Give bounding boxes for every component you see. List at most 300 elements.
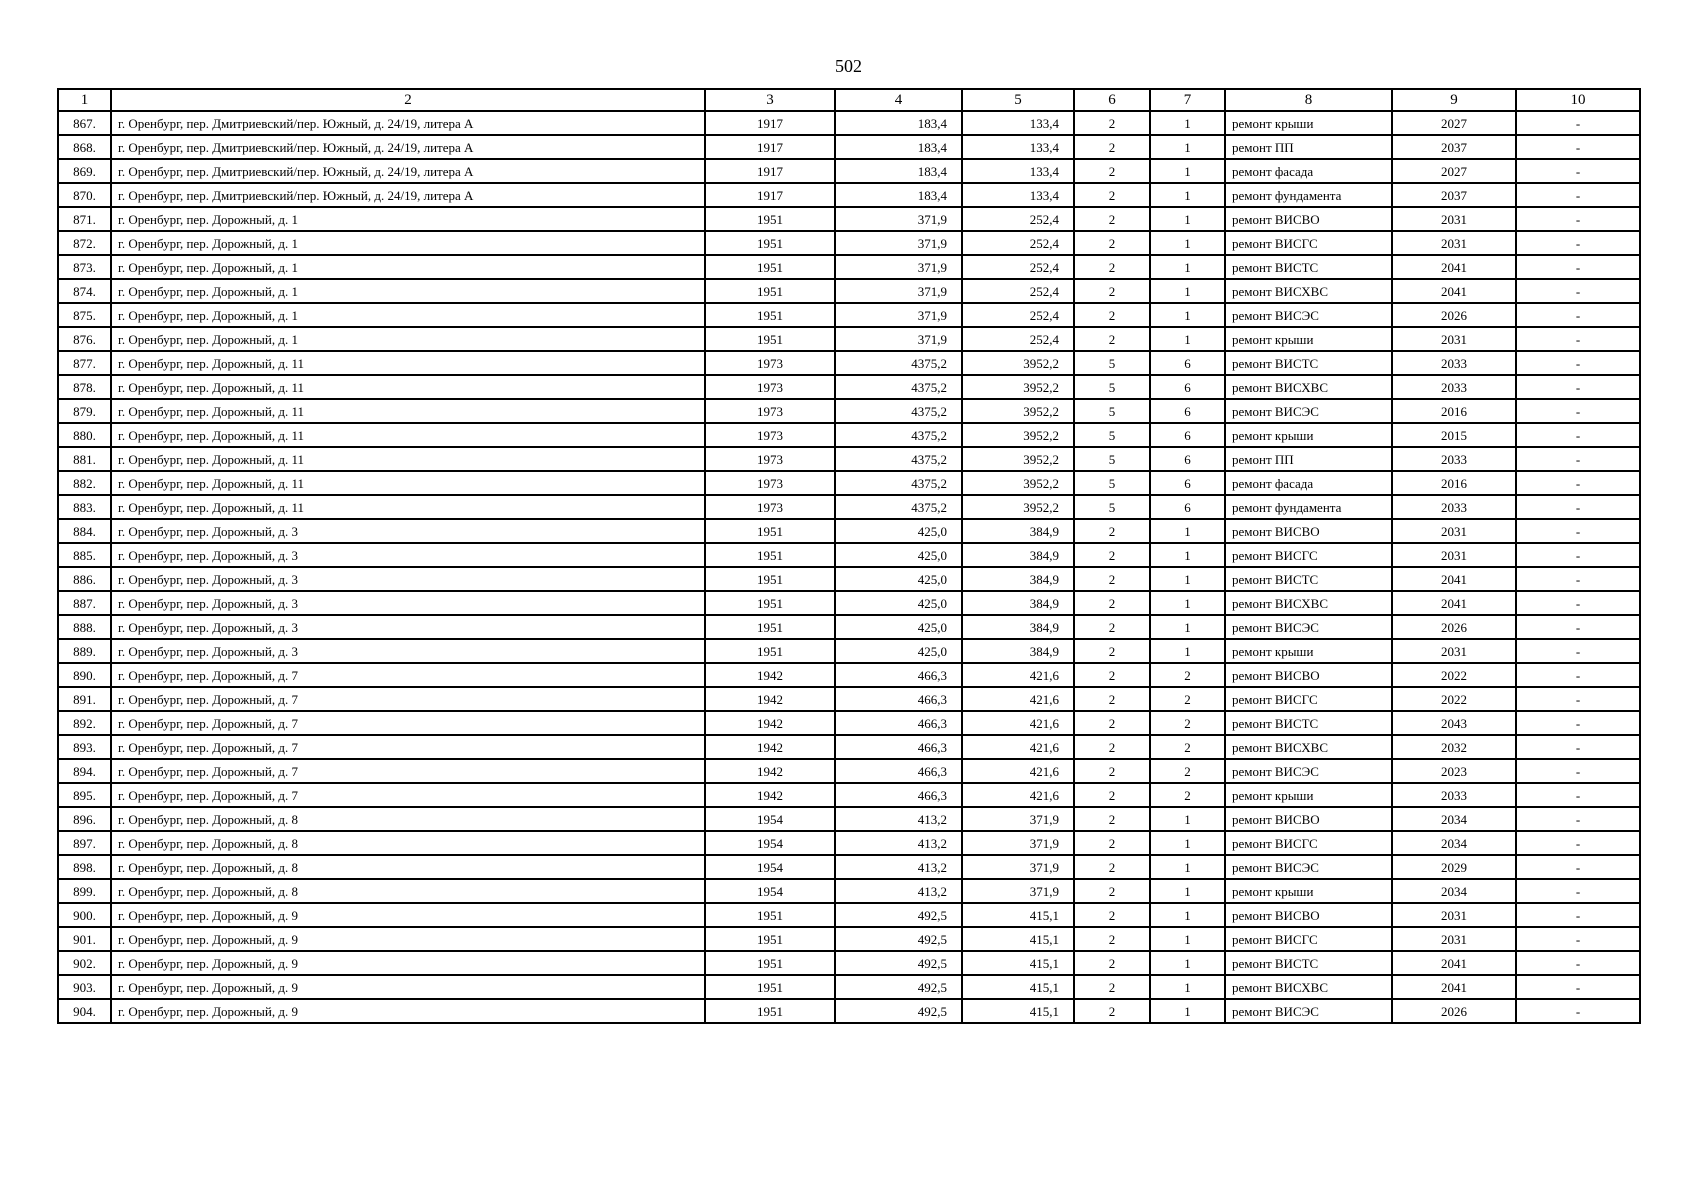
planned-year-cell: 2027: [1392, 159, 1516, 183]
total-area-cell: 413,2: [835, 807, 962, 831]
floors-cell: 2: [1074, 711, 1150, 735]
address-cell: г. Оренбург, пер. Дорожный, д. 9: [111, 951, 705, 975]
floors-cell: 2: [1074, 687, 1150, 711]
floors-cell: 2: [1074, 567, 1150, 591]
address-cell: г. Оренбург, пер. Дорожный, д. 9: [111, 927, 705, 951]
floors-cell: 5: [1074, 495, 1150, 519]
construction-year-cell: 1951: [705, 255, 835, 279]
note-cell: -: [1516, 135, 1640, 159]
work-type-cell: ремонт ПП: [1225, 447, 1392, 471]
living-area-cell: 421,6: [962, 759, 1074, 783]
living-area-cell: 371,9: [962, 855, 1074, 879]
construction-year-cell: 1951: [705, 639, 835, 663]
floors-cell: 2: [1074, 903, 1150, 927]
work-type-cell: ремонт ВИСХВС: [1225, 975, 1392, 999]
planned-year-cell: 2031: [1392, 927, 1516, 951]
address-cell: г. Оренбург, пер. Дорожный, д. 7: [111, 663, 705, 687]
living-area-cell: 252,4: [962, 279, 1074, 303]
floors-cell: 2: [1074, 543, 1150, 567]
planned-year-cell: 2026: [1392, 999, 1516, 1023]
address-cell: г. Оренбург, пер. Дорожный, д. 8: [111, 879, 705, 903]
address-cell: г. Оренбург, пер. Дорожный, д. 7: [111, 687, 705, 711]
work-type-cell: ремонт ВИСГС: [1225, 543, 1392, 567]
table-row: [58, 615, 1640, 639]
address-cell: г. Оренбург, пер. Дорожный, д. 1: [111, 279, 705, 303]
living-area-cell: 421,6: [962, 783, 1074, 807]
row-number-cell: 885.: [58, 543, 111, 567]
work-type-cell: ремонт ВИСВО: [1225, 663, 1392, 687]
total-area-cell: 4375,2: [835, 495, 962, 519]
living-area-cell: 421,6: [962, 711, 1074, 735]
table-row: [58, 159, 1640, 183]
total-area-cell: 466,3: [835, 783, 962, 807]
table-row: [58, 327, 1640, 351]
address-cell: г. Оренбург, пер. Дмитриевский/пер. Южный, д. 24/19, литера А: [111, 159, 705, 183]
total-area-cell: 183,4: [835, 183, 962, 207]
floors-cell: 5: [1074, 447, 1150, 471]
total-area-cell: 4375,2: [835, 423, 962, 447]
address-cell: г. Оренбург, пер. Дорожный, д. 9: [111, 975, 705, 999]
living-area-cell: 252,4: [962, 231, 1074, 255]
note-cell: -: [1516, 591, 1640, 615]
planned-year-cell: 2033: [1392, 783, 1516, 807]
table-row: [58, 423, 1640, 447]
table-row: [58, 447, 1640, 471]
row-number-cell: 884.: [58, 519, 111, 543]
floors-cell: 2: [1074, 783, 1150, 807]
floors-cell: 5: [1074, 471, 1150, 495]
table-row: [58, 951, 1640, 975]
planned-year-cell: 2029: [1392, 855, 1516, 879]
work-type-cell: ремонт ВИСВО: [1225, 903, 1392, 927]
entrances-cell: 1: [1150, 255, 1225, 279]
total-area-cell: 413,2: [835, 879, 962, 903]
note-cell: -: [1516, 375, 1640, 399]
note-cell: -: [1516, 711, 1640, 735]
row-number-cell: 869.: [58, 159, 111, 183]
table-row: [58, 831, 1640, 855]
address-cell: г. Оренбург, пер. Дорожный, д. 3: [111, 639, 705, 663]
table-row: [58, 783, 1640, 807]
total-area-cell: 466,3: [835, 663, 962, 687]
planned-year-cell: 2031: [1392, 639, 1516, 663]
floors-cell: 2: [1074, 831, 1150, 855]
column-header: 6: [1074, 89, 1150, 111]
total-area-cell: 466,3: [835, 735, 962, 759]
work-type-cell: ремонт крыши: [1225, 783, 1392, 807]
living-area-cell: 252,4: [962, 255, 1074, 279]
floors-cell: 2: [1074, 111, 1150, 135]
living-area-cell: 384,9: [962, 567, 1074, 591]
living-area-cell: 421,6: [962, 735, 1074, 759]
note-cell: -: [1516, 855, 1640, 879]
table-row: [58, 735, 1640, 759]
total-area-cell: 371,9: [835, 279, 962, 303]
row-number-cell: 870.: [58, 183, 111, 207]
work-type-cell: ремонт ВИСЭС: [1225, 855, 1392, 879]
living-area-cell: 384,9: [962, 543, 1074, 567]
note-cell: -: [1516, 327, 1640, 351]
living-area-cell: 421,6: [962, 687, 1074, 711]
planned-year-cell: 2041: [1392, 975, 1516, 999]
row-number-cell: 903.: [58, 975, 111, 999]
note-cell: -: [1516, 351, 1640, 375]
address-cell: г. Оренбург, пер. Дорожный, д. 1: [111, 231, 705, 255]
note-cell: -: [1516, 543, 1640, 567]
column-header: 4: [835, 89, 962, 111]
planned-year-cell: 2034: [1392, 807, 1516, 831]
living-area-cell: 133,4: [962, 159, 1074, 183]
floors-cell: 2: [1074, 327, 1150, 351]
address-cell: г. Оренбург, пер. Дорожный, д. 8: [111, 831, 705, 855]
total-area-cell: 4375,2: [835, 351, 962, 375]
table-row: [58, 471, 1640, 495]
construction-year-cell: 1951: [705, 327, 835, 351]
construction-year-cell: 1917: [705, 183, 835, 207]
entrances-cell: 1: [1150, 327, 1225, 351]
note-cell: -: [1516, 615, 1640, 639]
floors-cell: 2: [1074, 975, 1150, 999]
planned-year-cell: 2037: [1392, 135, 1516, 159]
floors-cell: 2: [1074, 135, 1150, 159]
work-type-cell: ремонт ВИСТС: [1225, 711, 1392, 735]
floors-cell: 2: [1074, 639, 1150, 663]
work-type-cell: ремонт ВИСТС: [1225, 567, 1392, 591]
floors-cell: 2: [1074, 927, 1150, 951]
construction-year-cell: 1942: [705, 663, 835, 687]
planned-year-cell: 2031: [1392, 519, 1516, 543]
construction-year-cell: 1951: [705, 615, 835, 639]
work-type-cell: ремонт ВИСГС: [1225, 927, 1392, 951]
work-type-cell: ремонт крыши: [1225, 423, 1392, 447]
work-type-cell: ремонт крыши: [1225, 639, 1392, 663]
header-row: [58, 89, 1640, 111]
row-number-cell: 890.: [58, 663, 111, 687]
floors-cell: 2: [1074, 735, 1150, 759]
entrances-cell: 1: [1150, 999, 1225, 1023]
construction-year-cell: 1917: [705, 135, 835, 159]
planned-year-cell: 2033: [1392, 375, 1516, 399]
entrances-cell: 6: [1150, 351, 1225, 375]
entrances-cell: 1: [1150, 135, 1225, 159]
living-area-cell: 252,4: [962, 303, 1074, 327]
living-area-cell: 3952,2: [962, 423, 1074, 447]
page-number: 502: [835, 56, 862, 76]
work-type-cell: ремонт ВИСТС: [1225, 351, 1392, 375]
construction-year-cell: 1973: [705, 471, 835, 495]
living-area-cell: 415,1: [962, 999, 1074, 1023]
table-row: [58, 183, 1640, 207]
address-cell: г. Оренбург, пер. Дорожный, д. 11: [111, 375, 705, 399]
construction-year-cell: 1951: [705, 903, 835, 927]
floors-cell: 2: [1074, 303, 1150, 327]
planned-year-cell: 2031: [1392, 231, 1516, 255]
planned-year-cell: 2034: [1392, 831, 1516, 855]
table-row: [58, 375, 1640, 399]
row-number-cell: 874.: [58, 279, 111, 303]
note-cell: -: [1516, 231, 1640, 255]
address-cell: г. Оренбург, пер. Дорожный, д. 7: [111, 783, 705, 807]
total-area-cell: 413,2: [835, 831, 962, 855]
entrances-cell: 6: [1150, 375, 1225, 399]
construction-year-cell: 1973: [705, 375, 835, 399]
total-area-cell: 425,0: [835, 639, 962, 663]
planned-year-cell: 2037: [1392, 183, 1516, 207]
table-row: [58, 591, 1640, 615]
entrances-cell: 6: [1150, 447, 1225, 471]
table-row: [58, 711, 1640, 735]
table-row: [58, 495, 1640, 519]
planned-year-cell: 2016: [1392, 471, 1516, 495]
row-number-cell: 877.: [58, 351, 111, 375]
total-area-cell: 371,9: [835, 327, 962, 351]
work-type-cell: ремонт ВИСХВС: [1225, 591, 1392, 615]
entrances-cell: 1: [1150, 207, 1225, 231]
total-area-cell: 371,9: [835, 303, 962, 327]
note-cell: -: [1516, 735, 1640, 759]
planned-year-cell: 2041: [1392, 951, 1516, 975]
table-row: [58, 759, 1640, 783]
floors-cell: 5: [1074, 375, 1150, 399]
total-area-cell: 425,0: [835, 591, 962, 615]
work-type-cell: ремонт ВИСХВС: [1225, 375, 1392, 399]
construction-year-cell: 1917: [705, 159, 835, 183]
table-row: [58, 975, 1640, 999]
row-number-cell: 893.: [58, 735, 111, 759]
table-row: [58, 999, 1640, 1023]
construction-year-cell: 1954: [705, 831, 835, 855]
note-cell: -: [1516, 447, 1640, 471]
column-header: 5: [962, 89, 1074, 111]
total-area-cell: 492,5: [835, 951, 962, 975]
row-number-cell: 889.: [58, 639, 111, 663]
entrances-cell: 6: [1150, 399, 1225, 423]
total-area-cell: 492,5: [835, 975, 962, 999]
entrances-cell: 1: [1150, 975, 1225, 999]
living-area-cell: 3952,2: [962, 399, 1074, 423]
planned-year-cell: 2034: [1392, 879, 1516, 903]
address-cell: г. Оренбург, пер. Дорожный, д. 7: [111, 711, 705, 735]
table-row: [58, 399, 1640, 423]
work-type-cell: ремонт фундамента: [1225, 495, 1392, 519]
column-header: 10: [1516, 89, 1640, 111]
floors-cell: 2: [1074, 663, 1150, 687]
address-cell: г. Оренбург, пер. Дорожный, д. 11: [111, 447, 705, 471]
note-cell: -: [1516, 471, 1640, 495]
construction-year-cell: 1951: [705, 279, 835, 303]
table-row: [58, 567, 1640, 591]
living-area-cell: 252,4: [962, 327, 1074, 351]
row-number-cell: 873.: [58, 255, 111, 279]
entrances-cell: 1: [1150, 519, 1225, 543]
planned-year-cell: 2016: [1392, 399, 1516, 423]
table-row: [58, 903, 1640, 927]
address-cell: г. Оренбург, пер. Дорожный, д. 7: [111, 759, 705, 783]
table-body: [58, 111, 1640, 1023]
row-number-cell: 876.: [58, 327, 111, 351]
column-header: 9: [1392, 89, 1516, 111]
entrances-cell: 2: [1150, 783, 1225, 807]
row-number-cell: 886.: [58, 567, 111, 591]
construction-year-cell: 1954: [705, 855, 835, 879]
floors-cell: 2: [1074, 519, 1150, 543]
living-area-cell: 371,9: [962, 879, 1074, 903]
total-area-cell: 183,4: [835, 159, 962, 183]
construction-year-cell: 1951: [705, 975, 835, 999]
total-area-cell: 4375,2: [835, 399, 962, 423]
note-cell: -: [1516, 399, 1640, 423]
address-cell: г. Оренбург, пер. Дорожный, д. 9: [111, 903, 705, 927]
planned-year-cell: 2022: [1392, 663, 1516, 687]
entrances-cell: 1: [1150, 879, 1225, 903]
floors-cell: 2: [1074, 999, 1150, 1023]
living-area-cell: 384,9: [962, 519, 1074, 543]
work-type-cell: ремонт ВИСГС: [1225, 687, 1392, 711]
construction-year-cell: 1951: [705, 543, 835, 567]
note-cell: -: [1516, 567, 1640, 591]
entrances-cell: 2: [1150, 663, 1225, 687]
living-area-cell: 3952,2: [962, 375, 1074, 399]
total-area-cell: 425,0: [835, 567, 962, 591]
total-area-cell: 466,3: [835, 687, 962, 711]
address-cell: г. Оренбург, пер. Дорожный, д. 1: [111, 303, 705, 327]
entrances-cell: 2: [1150, 759, 1225, 783]
living-area-cell: 133,4: [962, 135, 1074, 159]
planned-year-cell: 2031: [1392, 327, 1516, 351]
address-cell: г. Оренбург, пер. Дорожный, д. 3: [111, 519, 705, 543]
entrances-cell: 2: [1150, 687, 1225, 711]
floors-cell: 2: [1074, 231, 1150, 255]
entrances-cell: 1: [1150, 855, 1225, 879]
living-area-cell: 415,1: [962, 951, 1074, 975]
column-header: 1: [58, 89, 111, 111]
row-number-cell: 868.: [58, 135, 111, 159]
living-area-cell: 415,1: [962, 927, 1074, 951]
entrances-cell: 1: [1150, 831, 1225, 855]
row-number-cell: 867.: [58, 111, 111, 135]
entrances-cell: 1: [1150, 615, 1225, 639]
address-cell: г. Оренбург, пер. Дмитриевский/пер. Южный, д. 24/19, литера А: [111, 111, 705, 135]
work-type-cell: ремонт фундамента: [1225, 183, 1392, 207]
note-cell: -: [1516, 687, 1640, 711]
work-type-cell: ремонт ВИСТС: [1225, 255, 1392, 279]
work-type-cell: ремонт ВИСЭС: [1225, 999, 1392, 1023]
living-area-cell: 3952,2: [962, 447, 1074, 471]
note-cell: -: [1516, 183, 1640, 207]
address-cell: г. Оренбург, пер. Дорожный, д. 1: [111, 207, 705, 231]
work-type-cell: ремонт фасада: [1225, 471, 1392, 495]
floors-cell: 5: [1074, 399, 1150, 423]
planned-year-cell: 2041: [1392, 591, 1516, 615]
entrances-cell: 1: [1150, 951, 1225, 975]
note-cell: -: [1516, 903, 1640, 927]
total-area-cell: 425,0: [835, 543, 962, 567]
work-type-cell: ремонт фасада: [1225, 159, 1392, 183]
entrances-cell: 1: [1150, 927, 1225, 951]
floors-cell: 2: [1074, 279, 1150, 303]
table-row: [58, 927, 1640, 951]
construction-year-cell: 1954: [705, 807, 835, 831]
address-cell: г. Оренбург, пер. Дмитриевский/пер. Южный, д. 24/19, литера А: [111, 135, 705, 159]
address-cell: г. Оренбург, пер. Дорожный, д. 11: [111, 471, 705, 495]
address-cell: г. Оренбург, пер. Дорожный, д. 3: [111, 591, 705, 615]
entrances-cell: 6: [1150, 471, 1225, 495]
entrances-cell: 2: [1150, 735, 1225, 759]
note-cell: -: [1516, 255, 1640, 279]
construction-year-cell: 1942: [705, 735, 835, 759]
floors-cell: 2: [1074, 159, 1150, 183]
construction-year-cell: 1951: [705, 567, 835, 591]
construction-year-cell: 1951: [705, 303, 835, 327]
total-area-cell: 183,4: [835, 111, 962, 135]
entrances-cell: 1: [1150, 903, 1225, 927]
floors-cell: 5: [1074, 351, 1150, 375]
entrances-cell: 1: [1150, 639, 1225, 663]
construction-year-cell: 1973: [705, 447, 835, 471]
living-area-cell: 133,4: [962, 111, 1074, 135]
total-area-cell: 4375,2: [835, 375, 962, 399]
note-cell: -: [1516, 879, 1640, 903]
total-area-cell: 413,2: [835, 855, 962, 879]
floors-cell: 2: [1074, 591, 1150, 615]
floors-cell: 2: [1074, 879, 1150, 903]
table-row: [58, 807, 1640, 831]
row-number-cell: 892.: [58, 711, 111, 735]
note-cell: -: [1516, 639, 1640, 663]
total-area-cell: 371,9: [835, 231, 962, 255]
construction-year-cell: 1942: [705, 687, 835, 711]
note-cell: -: [1516, 159, 1640, 183]
row-number-cell: 883.: [58, 495, 111, 519]
address-cell: г. Оренбург, пер. Дорожный, д. 3: [111, 567, 705, 591]
construction-year-cell: 1951: [705, 231, 835, 255]
note-cell: -: [1516, 207, 1640, 231]
planned-year-cell: 2022: [1392, 687, 1516, 711]
entrances-cell: 6: [1150, 423, 1225, 447]
row-number-cell: 899.: [58, 879, 111, 903]
note-cell: -: [1516, 495, 1640, 519]
work-type-cell: ремонт ВИСЭС: [1225, 303, 1392, 327]
row-number-cell: 880.: [58, 423, 111, 447]
address-cell: г. Оренбург, пер. Дорожный, д. 7: [111, 735, 705, 759]
living-area-cell: 421,6: [962, 663, 1074, 687]
floors-cell: 2: [1074, 807, 1150, 831]
address-cell: г. Оренбург, пер. Дорожный, д. 11: [111, 399, 705, 423]
note-cell: -: [1516, 303, 1640, 327]
note-cell: -: [1516, 975, 1640, 999]
construction-year-cell: 1951: [705, 999, 835, 1023]
entrances-cell: 1: [1150, 111, 1225, 135]
planned-year-cell: 2027: [1392, 111, 1516, 135]
floors-cell: 2: [1074, 855, 1150, 879]
total-area-cell: 492,5: [835, 999, 962, 1023]
note-cell: -: [1516, 927, 1640, 951]
row-number-cell: 888.: [58, 615, 111, 639]
entrances-cell: 1: [1150, 231, 1225, 255]
row-number-cell: 894.: [58, 759, 111, 783]
living-area-cell: 371,9: [962, 831, 1074, 855]
row-number-cell: 871.: [58, 207, 111, 231]
living-area-cell: 3952,2: [962, 471, 1074, 495]
planned-year-cell: 2032: [1392, 735, 1516, 759]
repair-schedule-table: [57, 88, 1641, 1024]
work-type-cell: ремонт ВИСГС: [1225, 831, 1392, 855]
planned-year-cell: 2043: [1392, 711, 1516, 735]
planned-year-cell: 2041: [1392, 279, 1516, 303]
row-number-cell: 887.: [58, 591, 111, 615]
table-row: [58, 351, 1640, 375]
work-type-cell: ремонт крыши: [1225, 111, 1392, 135]
